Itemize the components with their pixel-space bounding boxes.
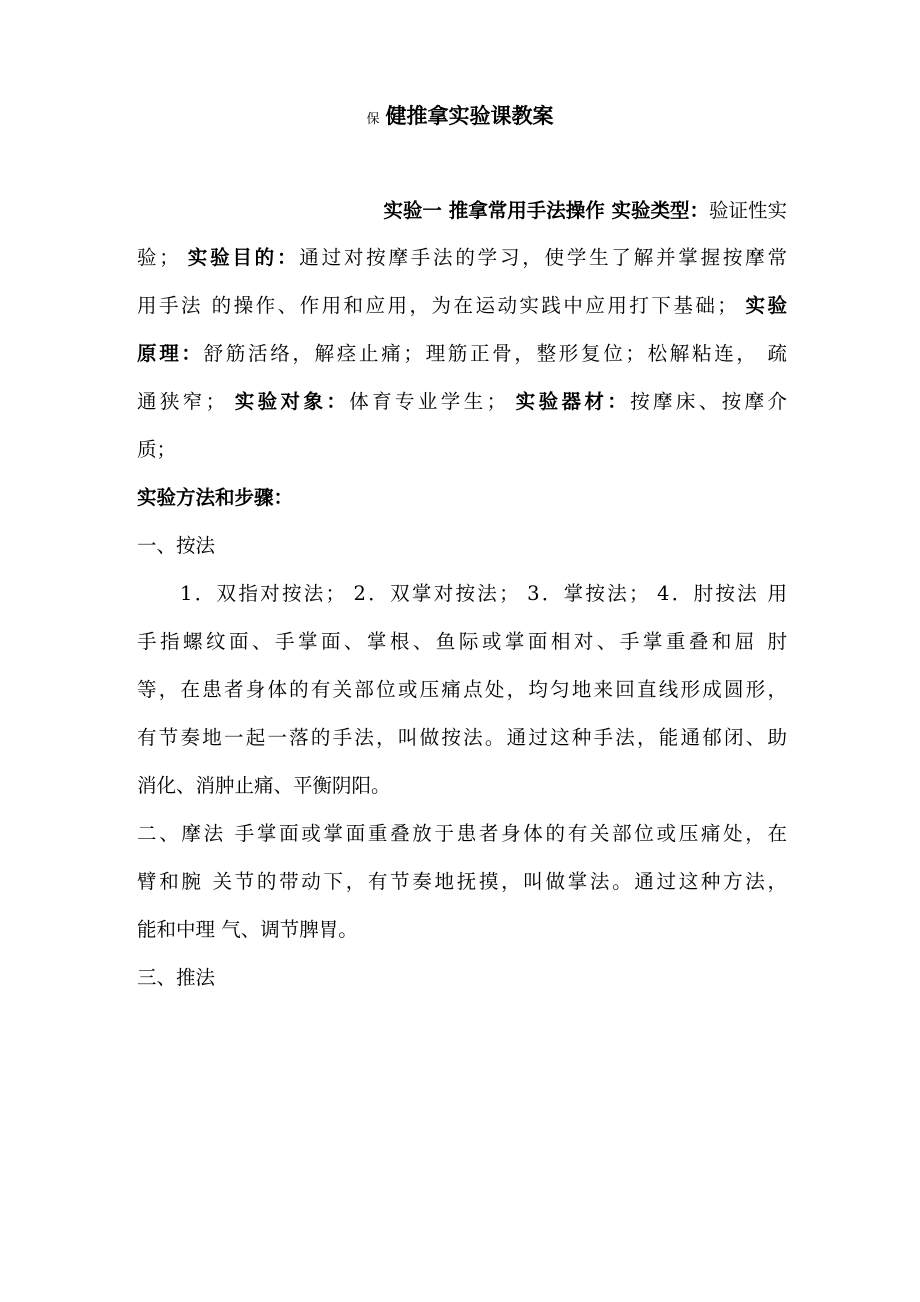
paragraph-line-6: 质； [137, 438, 177, 461]
principle-text: 舒筋活络，解痉止痛；理筋正骨，整形复位；松解粘连， 疏 [203, 342, 787, 365]
methods-heading: 实验方法和步骤： [137, 486, 294, 509]
subject-text: 体育专业学生； [349, 390, 516, 413]
equipment-text: 按摩床、按摩介 [630, 390, 787, 413]
paragraph-line-2: 验； 实验目的：通过对按摩手法的学习，使学生了解并掌握按摩常 [137, 246, 787, 269]
experiment-heading: 实验一 推拿常用手法操作 实验类型： [383, 199, 709, 222]
press-methods-list: 1．双指对按法； 2．双掌对按法； 3．掌按法； 4．肘按法 用 [180, 582, 787, 605]
subject-label: 实验对象： [234, 390, 350, 413]
experiment-type-value: 验证性实 [708, 199, 787, 222]
paragraph-line-3: 用手法 的操作、作用和应用，为在运动实践中应用打下基础； 实验 [137, 294, 787, 317]
title-main: 健推拿实验课教案 [385, 103, 554, 128]
paragraph-line-16: 能和中理 气、调节脾胃。 [137, 918, 358, 941]
equipment-label: 实验器材： [515, 390, 631, 413]
paragraph-line-4 [137, 339, 787, 369]
principle-label-part1: 实验 [745, 294, 787, 317]
section-rub: 二、摩法 手掌面或掌面重叠放于患者身体的有关部位或压痛处，在 [137, 822, 787, 845]
paragraph-line-10: 手指螺纹面、手掌面、掌根、鱼际或掌面相对、手掌重叠和屈 肘 [137, 630, 787, 653]
title-prefix: 保 [366, 112, 380, 127]
section-heading-press: 一、按法 [137, 534, 216, 557]
objective-label: 实验目的： [187, 246, 300, 269]
paragraph-line-12: 有节奏地一起一落的手法，叫做按法。通过这种手法，能通郁闭、助 [137, 726, 787, 749]
principle-label-part2: 原理： [137, 342, 204, 365]
paragraph-line-15: 臂和腕 关节的带动下，有节奏地抚摸，叫做掌法。通过这种方法， [137, 870, 787, 893]
section-heading-push: 三、推法 [137, 966, 216, 989]
document-title [0, 100, 920, 136]
paragraph-line-5: 通狭窄； 实验对象：体育专业学生； 实验器材：按摩床、按摩介 [137, 390, 787, 413]
paragraph-line-11: 等，在患者身体的有关部位或压痛点处，均匀地来回直线形成圆形， [137, 678, 787, 701]
objective-text: 通过对按摩手法的学习，使学生了解并掌握按摩常 [299, 246, 787, 269]
paragraph-line-13: 消化、消肿止痛、平衡阴阳。 [137, 774, 391, 797]
paragraph-line-1 [137, 196, 787, 226]
